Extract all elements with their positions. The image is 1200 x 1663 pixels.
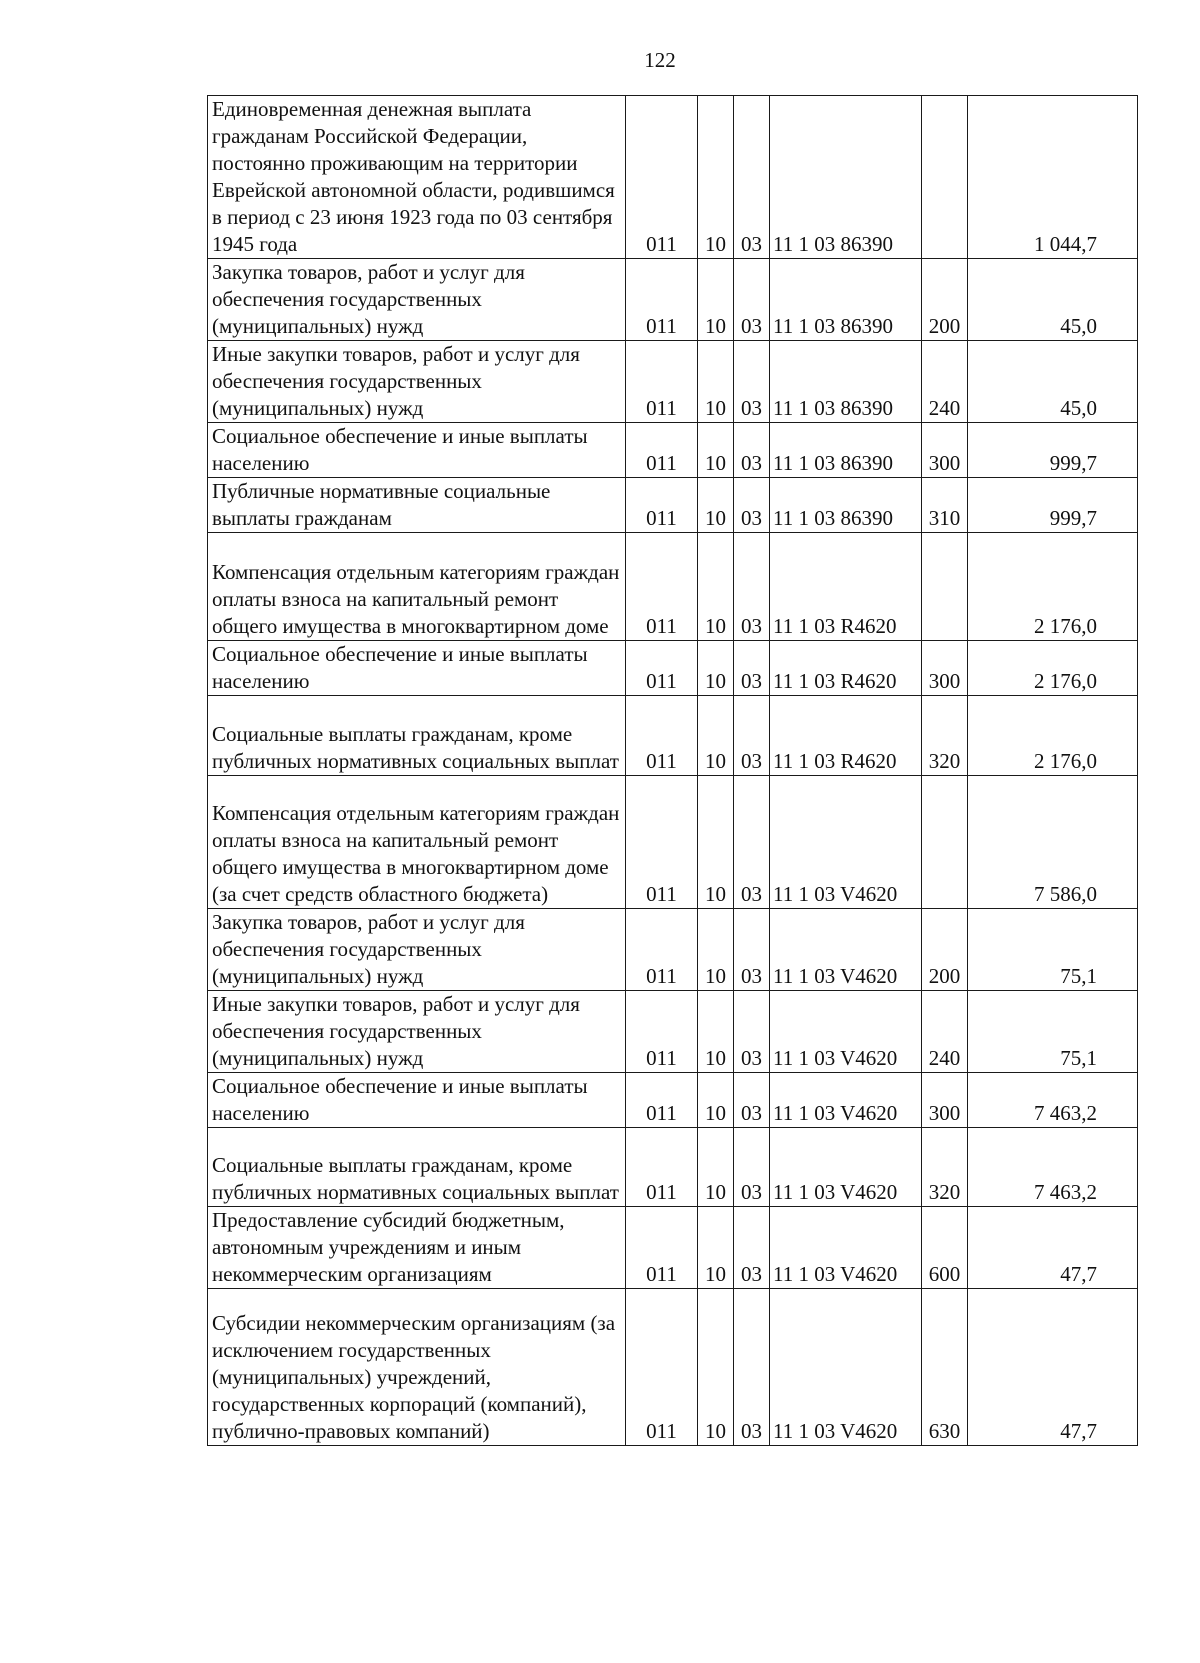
row-amount-cell: 47,7 xyxy=(968,1289,1138,1446)
row-section-code-cell: 10 xyxy=(698,909,734,991)
row-target-code-cell: 11 1 03 86390 xyxy=(770,478,922,533)
row-expense-type-cell: 600 xyxy=(922,1207,968,1289)
table-row xyxy=(208,1289,1138,1446)
row-section-code-cell: 10 xyxy=(698,776,734,909)
row-name-cell: Социальное обеспечение и иные выплаты населению xyxy=(208,641,626,696)
row-amount-cell: 7 463,2 xyxy=(968,1073,1138,1128)
row-ministry-code-cell: 011 xyxy=(626,423,698,478)
row-name-cell: Субсидии некоммерческим организациям (за исключением государственных (муниципальных) учреждений, государственных корпораций (компаний), публично-правовых компаний) xyxy=(208,1289,626,1446)
row-subsection-code-cell: 03 xyxy=(734,96,770,259)
row-subsection-code-cell: 03 xyxy=(734,341,770,423)
row-target-code-cell: 11 1 03 86390 xyxy=(770,96,922,259)
row-amount-cell: 7 463,2 xyxy=(968,1128,1138,1207)
table-row xyxy=(208,991,1138,1073)
row-subsection-code-cell: 03 xyxy=(734,776,770,909)
row-expense-type-cell: 200 xyxy=(922,259,968,341)
row-ministry-code-cell: 011 xyxy=(626,776,698,909)
row-name-cell: Социальные выплаты гражданам, кроме публичных нормативных социальных выплат xyxy=(208,696,626,776)
row-ministry-code-cell: 011 xyxy=(626,533,698,641)
row-expense-type-cell: 300 xyxy=(922,423,968,478)
row-ministry-code-cell: 011 xyxy=(626,991,698,1073)
row-ministry-code-cell: 011 xyxy=(626,909,698,991)
row-name-cell: Публичные нормативные социальные выплаты гражданам xyxy=(208,478,626,533)
table-row xyxy=(208,776,1138,909)
row-ministry-code-cell: 011 xyxy=(626,96,698,259)
row-expense-type-cell: 200 xyxy=(922,909,968,991)
row-subsection-code-cell: 03 xyxy=(734,1073,770,1128)
row-target-code-cell: 11 1 03 86390 xyxy=(770,259,922,341)
row-expense-type-cell: 320 xyxy=(922,1128,968,1207)
row-ministry-code-cell: 011 xyxy=(626,696,698,776)
table-row xyxy=(208,423,1138,478)
table-row xyxy=(208,533,1138,641)
row-subsection-code-cell: 03 xyxy=(734,478,770,533)
row-amount-cell: 2 176,0 xyxy=(968,641,1138,696)
row-section-code-cell: 10 xyxy=(698,478,734,533)
table-row xyxy=(208,1073,1138,1128)
table-row xyxy=(208,341,1138,423)
row-section-code-cell: 10 xyxy=(698,259,734,341)
row-ministry-code-cell: 011 xyxy=(626,341,698,423)
row-name-cell: Закупка товаров, работ и услуг для обеспечения государственных (муниципальных) нужд xyxy=(208,259,626,341)
row-amount-cell: 999,7 xyxy=(968,478,1138,533)
row-section-code-cell: 10 xyxy=(698,341,734,423)
row-amount-cell: 2 176,0 xyxy=(968,696,1138,776)
row-subsection-code-cell: 03 xyxy=(734,696,770,776)
row-section-code-cell: 10 xyxy=(698,423,734,478)
row-target-code-cell: 11 1 03 V4620 xyxy=(770,1289,922,1446)
row-amount-cell: 75,1 xyxy=(968,909,1138,991)
row-target-code-cell: 11 1 03 86390 xyxy=(770,423,922,478)
row-expense-type-cell: 320 xyxy=(922,696,968,776)
row-section-code-cell: 10 xyxy=(698,641,734,696)
row-ministry-code-cell: 011 xyxy=(626,1207,698,1289)
row-ministry-code-cell: 011 xyxy=(626,478,698,533)
row-target-code-cell: 11 1 03 R4620 xyxy=(770,696,922,776)
row-amount-cell: 2 176,0 xyxy=(968,533,1138,641)
row-amount-cell: 45,0 xyxy=(968,259,1138,341)
row-ministry-code-cell: 011 xyxy=(626,1128,698,1207)
row-expense-type-cell: 300 xyxy=(922,1073,968,1128)
row-name-cell: Социальное обеспечение и иные выплаты населению xyxy=(208,1073,626,1128)
row-subsection-code-cell: 03 xyxy=(734,259,770,341)
row-name-cell: Социальное обеспечение и иные выплаты населению xyxy=(208,423,626,478)
row-amount-cell: 75,1 xyxy=(968,991,1138,1073)
row-target-code-cell: 11 1 03 V4620 xyxy=(770,991,922,1073)
row-name-cell: Социальные выплаты гражданам, кроме публичных нормативных социальных выплат xyxy=(208,1128,626,1207)
table-row xyxy=(208,641,1138,696)
row-name-cell: Предоставление субсидий бюджетным, автономным учреждениям и иным некоммерческим организациям xyxy=(208,1207,626,1289)
row-section-code-cell: 10 xyxy=(698,1207,734,1289)
row-section-code-cell: 10 xyxy=(698,991,734,1073)
row-subsection-code-cell: 03 xyxy=(734,909,770,991)
row-amount-cell: 47,7 xyxy=(968,1207,1138,1289)
row-target-code-cell: 11 1 03 86390 xyxy=(770,341,922,423)
row-section-code-cell: 10 xyxy=(698,533,734,641)
row-target-code-cell: 11 1 03 V4620 xyxy=(770,909,922,991)
row-expense-type-cell: 630 xyxy=(922,1289,968,1446)
budget-table xyxy=(207,95,1138,1446)
row-section-code-cell: 10 xyxy=(698,1128,734,1207)
row-section-code-cell: 10 xyxy=(698,1073,734,1128)
row-subsection-code-cell: 03 xyxy=(734,533,770,641)
page-number: 122 xyxy=(644,48,676,72)
row-subsection-code-cell: 03 xyxy=(734,1128,770,1207)
row-ministry-code-cell: 011 xyxy=(626,641,698,696)
row-expense-type-cell xyxy=(922,776,968,909)
row-subsection-code-cell: 03 xyxy=(734,1207,770,1289)
row-expense-type-cell: 300 xyxy=(922,641,968,696)
row-amount-cell: 999,7 xyxy=(968,423,1138,478)
row-name-cell: Компенсация отдельным категориям граждан оплаты взноса на капитальный ремонт общего имущества в многоквартирном доме xyxy=(208,533,626,641)
row-target-code-cell: 11 1 03 V4620 xyxy=(770,776,922,909)
row-expense-type-cell: 240 xyxy=(922,991,968,1073)
row-expense-type-cell: 240 xyxy=(922,341,968,423)
table-row xyxy=(208,909,1138,991)
table-row xyxy=(208,259,1138,341)
table-body xyxy=(208,96,1138,1446)
row-subsection-code-cell: 03 xyxy=(734,423,770,478)
row-amount-cell: 45,0 xyxy=(968,341,1138,423)
row-expense-type-cell xyxy=(922,96,968,259)
row-name-cell: Компенсация отдельным категориям граждан оплаты взноса на капитальный ремонт общего имущества в многоквартирном доме (за счет средств областного бюджета) xyxy=(208,776,626,909)
row-section-code-cell: 10 xyxy=(698,696,734,776)
table-row xyxy=(208,96,1138,259)
row-name-cell: Иные закупки товаров, работ и услуг для обеспечения государственных (муниципальных) нужд xyxy=(208,991,626,1073)
row-target-code-cell: 11 1 03 R4620 xyxy=(770,533,922,641)
row-target-code-cell: 11 1 03 R4620 xyxy=(770,641,922,696)
row-name-cell: Закупка товаров, работ и услуг для обеспечения государственных (муниципальных) нужд xyxy=(208,909,626,991)
row-name-cell: Единовременная денежная выплата гражданам Российской Федерации, постоянно проживающим на территории Еврейской автономной области, родившимся в период с 23 июня 1923 года по 03 сентября 1945 года xyxy=(208,96,626,259)
table-row xyxy=(208,1207,1138,1289)
table-row xyxy=(208,696,1138,776)
row-amount-cell: 1 044,7 xyxy=(968,96,1138,259)
row-expense-type-cell xyxy=(922,533,968,641)
row-target-code-cell: 11 1 03 V4620 xyxy=(770,1128,922,1207)
row-section-code-cell: 10 xyxy=(698,1289,734,1446)
row-subsection-code-cell: 03 xyxy=(734,641,770,696)
table-row xyxy=(208,478,1138,533)
row-subsection-code-cell: 03 xyxy=(734,1289,770,1446)
row-ministry-code-cell: 011 xyxy=(626,1289,698,1446)
table-row xyxy=(208,1128,1138,1207)
row-target-code-cell: 11 1 03 V4620 xyxy=(770,1207,922,1289)
row-subsection-code-cell: 03 xyxy=(734,991,770,1073)
row-amount-cell: 7 586,0 xyxy=(968,776,1138,909)
row-ministry-code-cell: 011 xyxy=(626,259,698,341)
row-name-cell: Иные закупки товаров, работ и услуг для обеспечения государственных (муниципальных) нужд xyxy=(208,341,626,423)
row-expense-type-cell: 310 xyxy=(922,478,968,533)
row-target-code-cell: 11 1 03 V4620 xyxy=(770,1073,922,1128)
row-section-code-cell: 10 xyxy=(698,96,734,259)
row-ministry-code-cell: 011 xyxy=(626,1073,698,1128)
